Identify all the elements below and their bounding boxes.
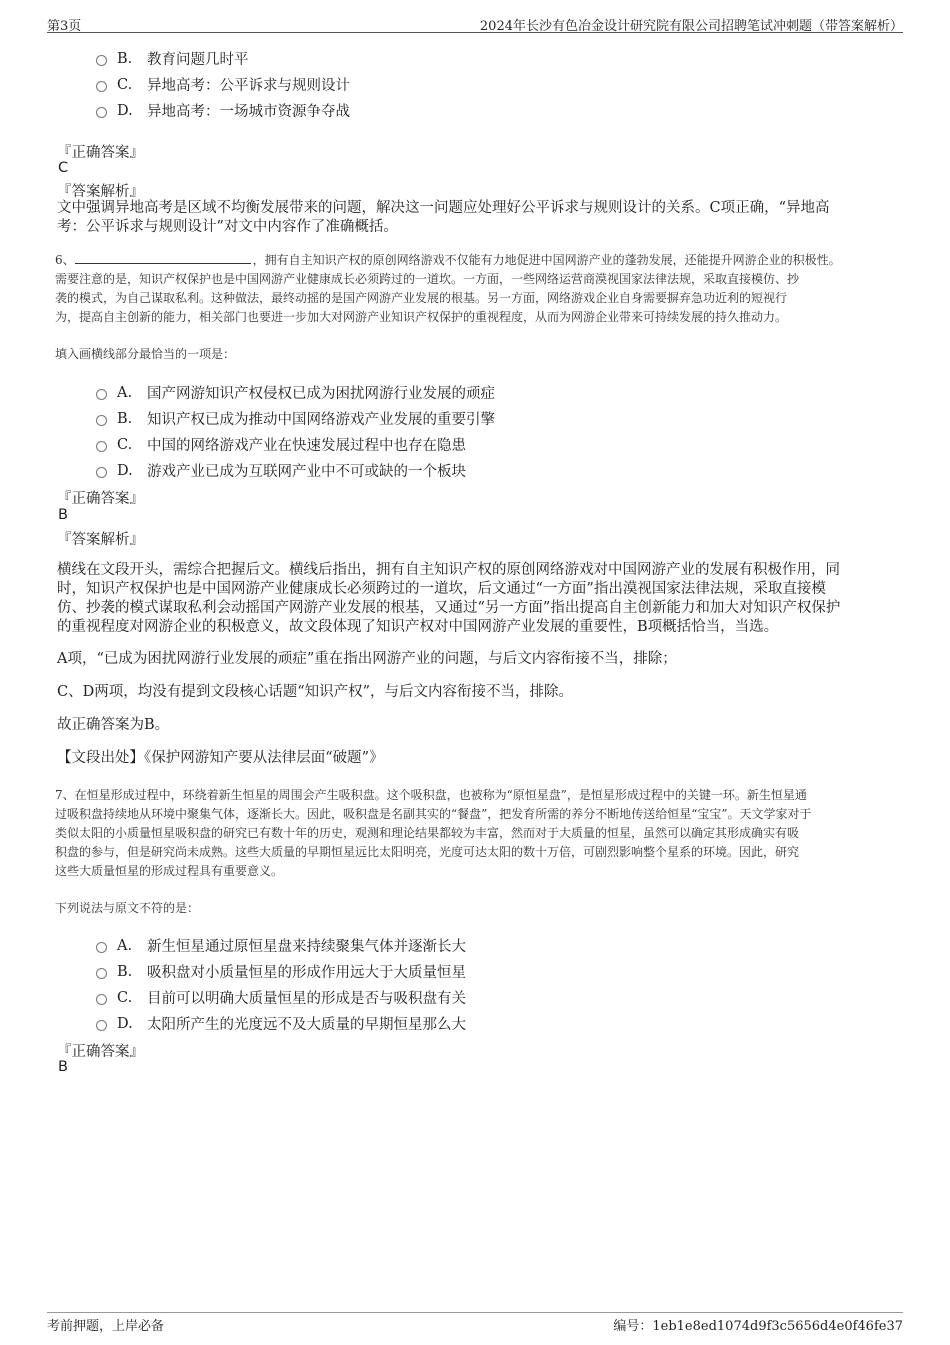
q5-analysis: 文中强调异地高考是区域不均衡发展带来的问题，解决这一问题应处理好公平诉求与规则设计的关系。C项正确，“异地高 考：公平诉求与规则设计”对文中内容作了准确概括。 <box>57 200 830 235</box>
radio-icon[interactable] <box>96 55 107 66</box>
q5-answer-label: 『正确答案』 <box>57 145 144 161</box>
q7-option-a[interactable]: A. 新生恒星通过原恒星盘来持续聚集气体并逐渐长大 <box>96 935 466 956</box>
q7-answer-label: 『正确答案』 <box>57 1044 144 1060</box>
q6-option-c[interactable]: C. 中国的网络游戏产业在快速发展过程中也存在隐患 <box>96 434 466 455</box>
q6-option-d[interactable]: D. 游戏产业已成为互联网产业中不可或缺的一个板块 <box>96 460 466 481</box>
radio-icon[interactable] <box>96 994 107 1005</box>
footer-divider <box>47 1312 903 1313</box>
radio-icon[interactable] <box>96 441 107 452</box>
q5-analysis-label: 『答案解析』 <box>57 184 144 200</box>
header-divider <box>47 32 903 33</box>
q6-analysis-options-cd: C、D两项，均没有提到文段核心话题“知识产权”，与后文内容衔接不当，排除。 <box>57 684 574 700</box>
q6-analysis-label: 『答案解析』 <box>57 532 144 548</box>
radio-icon[interactable] <box>96 968 107 979</box>
q5-option-c[interactable]: C. 异地高考：公平诉求与规则设计 <box>96 74 350 95</box>
document-id: 编号：1eb1e8ed1074d9f3c5656d4e0f46fe37 <box>613 1319 903 1334</box>
q6-option-a[interactable]: A. 国产网游知识产权侵权已成为困扰网游行业发展的顽症 <box>96 382 495 403</box>
q6-passage: 6、 ，拥有自主知识产权的原创网络游戏不仅能有力地促进中国网游产业的蓬勃发展，还能提升网游企业的积极性。 需要注意的是，知识产权保护也是中国网游产业健康成长必须跨过的一道坎。一方面，一些网络运营商漠视国家法律法规，采取直接模仿、抄 袭的模式，为自己谋取私利。这种做法，最终动摇的是国产网游产业发展的根基。另一方面，网络游戏企业自身需要摒弃急功近利的短视行 为，提高自主创新的能力，相关部门也要进一步加大对网游产业知识产权保护的重视程度，从而为网游企业带来可持续发展的持久推动力。 <box>55 253 841 324</box>
q5-answer: C <box>58 160 69 176</box>
q6-source: 【文段出处】《保护网游知产要从法律层面“破题”》 <box>57 750 384 766</box>
document-title: 2024年长沙有色冶金设计研究院有限公司招聘笔试冲刺题（带答案解析） <box>479 19 903 34</box>
q6-option-b[interactable]: B. 知识产权已成为推动中国网络游戏产业发展的重要引擎 <box>96 408 495 429</box>
radio-icon[interactable] <box>96 942 107 953</box>
q5-option-d[interactable]: D. 异地高考：一场城市资源争夺战 <box>96 100 350 121</box>
q5-option-b[interactable]: B. 教育问题几时平 <box>96 48 249 69</box>
radio-icon[interactable] <box>96 467 107 478</box>
q7-passage: 7、在恒星形成过程中，环绕着新生恒星的周围会产生吸积盘。这个吸积盘，也被称为“原恒星盘”，是恒星形成过程中的关键一环。新生恒星通 过吸积盘持续地从环境中聚集气体，逐渐长大。因此，吸积盘是名副其实的“餐盘”，把发育所需的养分不断地传送给恒星“宝宝”。天文学家对于 类似太阳的小质量恒星吸积盘的研究已有数十年的历史，观测和理论结果都较为丰富，然而对于大质量的恒星，虽然可以确定其形成确实有吸 积盘的参与，但是研究尚未成熟。这些大质量的早期恒星远比太阳明亮，光度可达太阳的数十万倍，可剧烈影响整个星系的环境。因此，研究 这些大质量恒星的形成过程具有重要意义。 <box>55 788 812 878</box>
fill-blank-line <box>75 252 251 264</box>
q6-analysis-paragraph: 横线在文段开头，需综合把握后文。横线后指出，拥有自主知识产权的原创网络游戏对中国网游产业的发展有积极作用，同 时，知识产权保护也是中国网游产业健康成长必须跨过的一道坎，后文通过“一方面”指出漠视国家法律法规，采取直接模 仿、抄袭的模式谋取私利会动摇国产网游产业发展的根基，又通过“另一方面”指出提高自主创新能力和加大对知识产权保护 的重视程度对网游企业的积极意义，故文段体现了知识产权对中国网游产业发展的重要性，B项概括恰当，当选。 <box>57 562 841 635</box>
radio-icon[interactable] <box>96 1020 107 1031</box>
radio-icon[interactable] <box>96 81 107 92</box>
q7-option-d[interactable]: D. 太阳所产生的光度远不及大质量的早期恒星那么大 <box>96 1013 466 1034</box>
radio-icon[interactable] <box>96 389 107 400</box>
q6-conclusion: 故正确答案为B。 <box>57 717 170 733</box>
q7-answer: B <box>58 1059 68 1075</box>
q6-analysis-option-a: A项，“已成为困扰网游行业发展的顽症”重在指出网游产业的问题，与后文内容衔接不当，排除； <box>57 651 677 667</box>
radio-icon[interactable] <box>96 107 107 118</box>
radio-icon[interactable] <box>96 415 107 426</box>
q7-option-c[interactable]: C. 目前可以明确大质量恒星的形成是否与吸积盘有关 <box>96 987 466 1008</box>
q6-answer: B <box>58 507 68 523</box>
footer-slogan: 考前押题，上岸必备 <box>47 1319 165 1334</box>
q7-prompt: 下列说法与原文不符的是： <box>55 901 200 915</box>
q7-option-b[interactable]: B. 吸积盘对小质量恒星的形成作用远大于大质量恒星 <box>96 961 466 982</box>
q6-answer-label: 『正确答案』 <box>57 491 144 507</box>
page-number: 第3页 <box>47 19 82 34</box>
q6-prompt: 填入画横线部分最恰当的一项是： <box>55 347 236 361</box>
